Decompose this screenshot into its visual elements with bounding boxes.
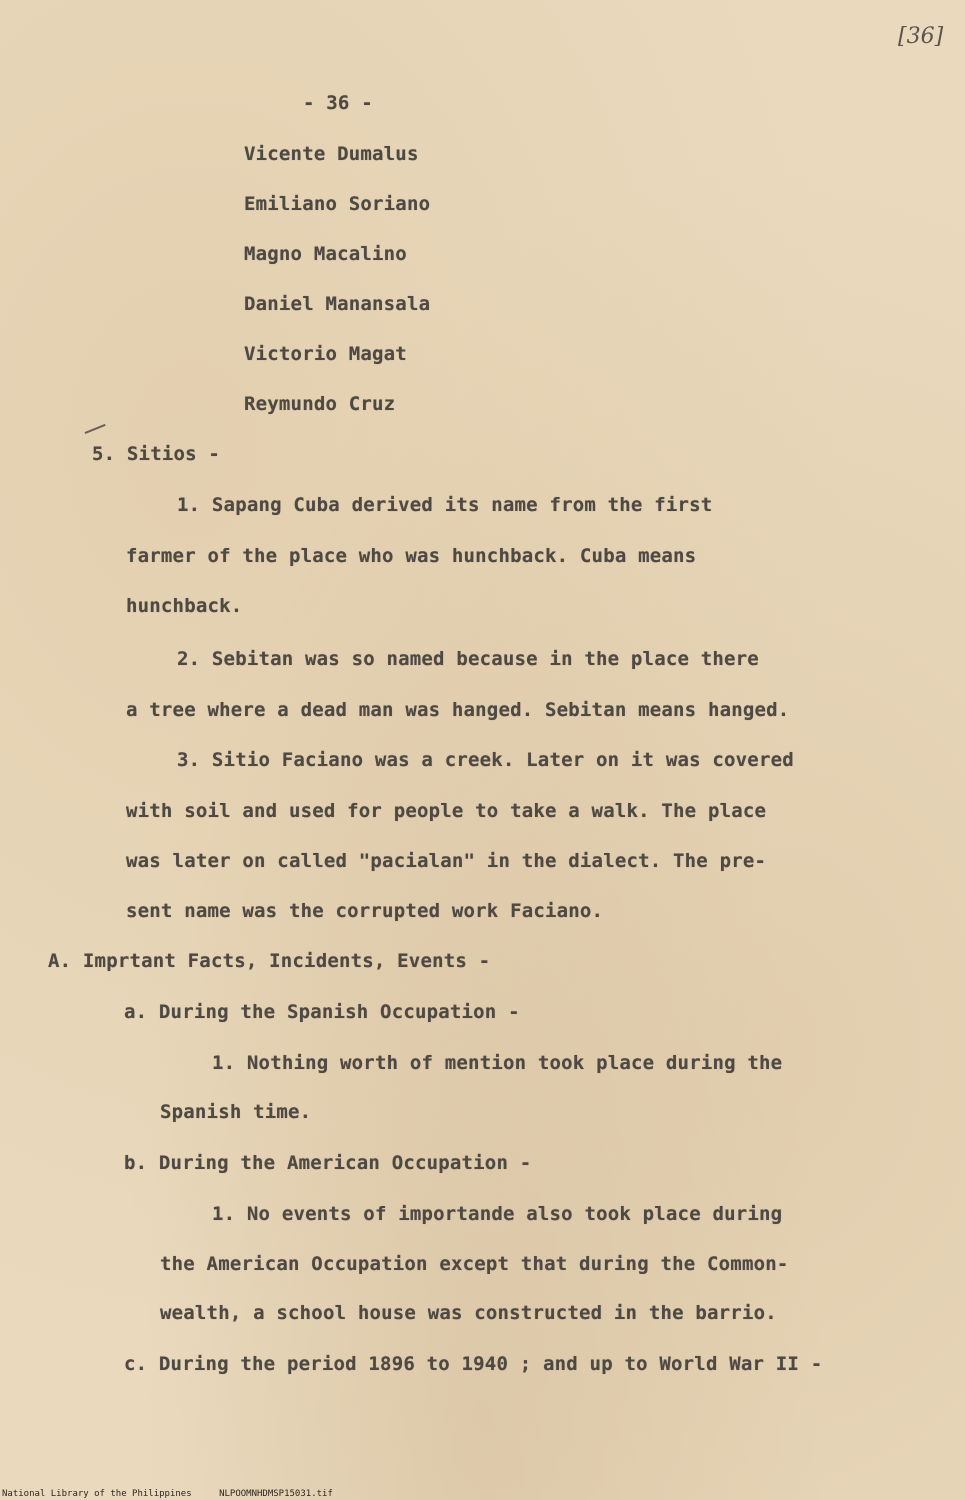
- paragraph-line: a tree where a dead man was hanged. Sebitan means hanged.: [126, 699, 790, 721]
- section-heading: A. Imprtant Facts, Incidents, Events -: [48, 950, 491, 972]
- paragraph-line: with soil and used for people to take a walk. The place: [126, 800, 767, 822]
- section-heading: 5. Sitios -: [92, 443, 221, 465]
- paragraph-line: farmer of the place who was hunchback. Cuba means: [126, 545, 697, 567]
- paragraph-line: wealth, a school house was constructed in the barrio.: [160, 1302, 777, 1324]
- footer-library: National Library of the Philippines: [2, 1489, 192, 1499]
- paragraph-line: 2. Sebitan was so named because in the place there: [177, 648, 759, 670]
- paragraph-line: was later on called "pacialan" in the dialect. The pre-: [126, 850, 767, 872]
- name-item: Magno Macalino: [244, 243, 407, 265]
- name-item: Daniel Manansala: [244, 293, 431, 315]
- name-item: Victorio Magat: [244, 343, 407, 365]
- name-item: Reymundo Cruz: [244, 393, 396, 415]
- paragraph-line: the American Occupation except that during the Common-: [160, 1253, 789, 1275]
- paragraph-line: Spanish time.: [160, 1101, 312, 1123]
- subsection-heading: a. During the Spanish Occupation -: [124, 1001, 520, 1023]
- subsection-heading: b. During the American Occupation -: [124, 1152, 532, 1174]
- pen-mark: [85, 424, 106, 434]
- paragraph-line: 1. Sapang Cuba derived its name from the first: [177, 494, 713, 516]
- page-number: - 36 -: [303, 92, 373, 114]
- scan-footer: [2, 1489, 355, 1499]
- paragraph-line: 1. Nothing worth of mention took place during the: [212, 1052, 783, 1074]
- paragraph-line: 3. Sitio Faciano was a creek. Later on it was covered: [177, 749, 794, 771]
- name-item: Vicente Dumalus: [244, 143, 419, 165]
- paragraph-line: 1. No events of importande also took place during: [212, 1203, 783, 1225]
- name-item: Emiliano Soriano: [244, 193, 431, 215]
- paragraph-line: sent name was the corrupted work Faciano.: [126, 900, 604, 922]
- handwritten-page-number: [36]: [898, 24, 944, 49]
- paragraph-line: hunchback.: [126, 595, 243, 617]
- subsection-heading: c. During the period 1896 to 1940 ; and up to World War II -: [124, 1353, 823, 1375]
- footer-filename: NLPOOMNHDMSP15031.tif: [219, 1489, 333, 1499]
